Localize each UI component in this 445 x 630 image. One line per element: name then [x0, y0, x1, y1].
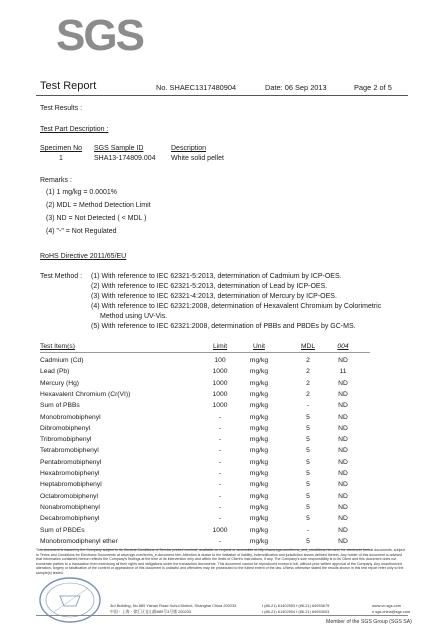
table-row [40, 389, 370, 400]
test-method-line: (3) With reference to IEC 62321-4:2013, determination of Mercury by ICP-OES. [91, 293, 337, 300]
remark-item: (4) "-" = Not Regulated [46, 228, 117, 235]
unit-value: mg/kg [249, 379, 269, 387]
table-row [40, 423, 370, 434]
test-method-label: Test Method : [40, 273, 83, 280]
mdl-value: 5 [306, 537, 310, 545]
table-row [40, 445, 370, 456]
test-item-name: Mercury (Hg) [40, 379, 80, 387]
results-header-row [40, 341, 370, 352]
part-description-label: Test Part Description : [40, 126, 109, 133]
mdl-value: 5 [306, 424, 310, 432]
test-method-line: (5) With reference to IEC 62321:2008, determination of PBBs and PBDEs by GC-MS. [91, 323, 356, 330]
directive-title: RoHS Directive 2011/65/EU [40, 253, 127, 260]
table-row [40, 491, 370, 502]
table-divider [40, 352, 370, 353]
table-row [40, 525, 370, 536]
result-value: ND [338, 447, 348, 455]
remark-item: (3) ND = Not Detected ( < MDL ) [46, 215, 147, 222]
col-limit: Limit [212, 343, 228, 350]
contact-block [372, 603, 410, 615]
limit-value: 1000 [212, 390, 228, 398]
col-mdl: MDL [300, 343, 316, 350]
result-value: ND [338, 424, 348, 432]
result-value: ND [338, 503, 348, 511]
result-value: ND [338, 470, 348, 477]
table-row [40, 513, 370, 524]
result-value: ND [338, 390, 348, 398]
specimen-header: Specimen No [40, 145, 83, 152]
test-item-name: Nonabromobiphenyl [40, 503, 100, 511]
mdl-value: 5 [306, 481, 310, 489]
result-value: ND [338, 436, 348, 444]
mdl-value: 2 [306, 379, 310, 387]
limit-value: 1000 [212, 526, 228, 534]
test-item-name: Sum of PBDEs [40, 526, 85, 534]
limit-value: - [218, 424, 222, 432]
table-row [40, 355, 370, 366]
limit-value: - [218, 537, 222, 545]
mdl-value: 5 [306, 492, 310, 500]
result-value: ND [338, 402, 348, 410]
limit-value: - [218, 413, 222, 421]
remark-item: (2) MDL = Method Detection Limit [46, 202, 151, 209]
unit-value: mg/kg [249, 368, 269, 376]
unit-value: mg/kg [249, 458, 269, 466]
unit-value: mg/kg [249, 436, 269, 444]
email-link[interactable]: e sgs.china@sgs.com [372, 609, 411, 614]
test-item-name: Monobromodiphenyl ether [40, 537, 118, 545]
limit-value: - [218, 492, 222, 500]
limit-value: 1000 [212, 368, 228, 376]
table-row [40, 502, 370, 513]
specimen-no: 1 [59, 155, 63, 162]
col-unit: Unit [253, 343, 265, 350]
mdl-value: 5 [306, 436, 310, 444]
limit-value: 1000 [212, 402, 228, 410]
unit-value: mg/kg [249, 413, 269, 421]
member-text: Member of the SGS Group (SGS SA) [326, 619, 412, 625]
test-item-name: Octabromobiphenyl [40, 492, 98, 500]
table-row [40, 378, 370, 389]
result-value: ND [338, 481, 348, 489]
mdl-value: 2 [306, 390, 310, 398]
unit-value: mg/kg [249, 424, 269, 432]
result-value: ND [338, 357, 348, 364]
address-chinese: 中国・上海・徐汇区宜山路889号3号楼 200233 [110, 609, 192, 614]
limit-value: - [218, 503, 222, 511]
unit-value: mg/kg [249, 537, 269, 545]
remark-item: (1) 1 mg/kg = 0.0001% [46, 189, 118, 196]
unit-value: mg/kg [249, 481, 269, 489]
header-divider [36, 95, 408, 96]
test-item-name: Sum of PBBs [40, 402, 80, 410]
mdl-value: 5 [306, 470, 310, 477]
result-value: 11 [339, 368, 347, 376]
limit-value: - [218, 470, 222, 477]
limit-value: - [218, 458, 222, 466]
limit-value: - [218, 447, 222, 455]
footer-divider [36, 615, 408, 616]
unit-value: mg/kg [249, 402, 269, 410]
test-item-name: Tetrabromobiphenyl [40, 447, 99, 455]
test-item-name: Dibromobiphenyl [40, 424, 91, 432]
mdl-value: 5 [306, 413, 310, 421]
website-link[interactable]: www.cn.sgs.com [372, 603, 401, 608]
mdl-value: 2 [306, 368, 310, 376]
limit-value: 100 [214, 357, 226, 364]
table-row [40, 412, 370, 423]
unit-value: mg/kg [249, 357, 269, 364]
sample-id: SHA13-174809.004 [94, 155, 156, 162]
unit-value: mg/kg [249, 503, 269, 511]
result-value: ND [338, 458, 348, 466]
address-english: 3rd Building, No.889 Yishan Road Xuhui District, Shanghai China 200233 [110, 603, 237, 608]
disclaimer-text: This document is issued by the Company subject to its General Conditions of Service printed overleaf, available on request or accessible at http://www.sgs.com/terms_and_conditions.htm and, for electronic format documents, subject to Terms and Conditions for Electronic Documents at www.sgs.com/terms_e-document.htm. Attention is drawn to the limitation of liability, indemnification and jurisdiction issues defined therein. Any holder of this document is advised that information contained hereon reflects the Company's findings at the time of its intervention only and within the limits of Client's instructions, if any. The Company's sole responsibility is to its Client and this document does not exonerate parties to a transaction from exercising all their rights and obligations under the transaction documents. This document cannot be reproduced except in full, without prior written approval of the Company. Any unauthorized alteration, forgery or falsification of the content or appearance of this document is unlawful and offenders may be prosecuted to the fullest extent of the law. Unless otherwise stated the results shown in this test report refer only to the sample(s) tested. [36, 548, 406, 575]
table-row [40, 536, 370, 547]
report-date: Date: 06 Sep 2013 [265, 83, 327, 92]
unit-value: mg/kg [249, 526, 269, 534]
phone-line-1: t (86-21) 61402553 f (86-21) 64953679 [262, 603, 330, 608]
report-number: No. SHAEC1317480904 [156, 83, 237, 92]
mdl-value: - [306, 526, 310, 534]
test-item-name: Pentabromobiphenyl [40, 458, 102, 466]
unit-value: mg/kg [249, 447, 269, 455]
company-seal-stamp [36, 574, 106, 626]
table-row [40, 366, 370, 377]
sample-id-header: SGS Sample ID [94, 145, 144, 152]
col-test-items: Test Item(s) [40, 343, 75, 350]
limit-value: - [218, 436, 222, 444]
test-item-name: Cadmium (Cd) [40, 357, 84, 364]
mdl-value: 5 [306, 515, 310, 523]
test-item-name: Heptabromobiphenyl [40, 481, 102, 489]
report-title: Test Report [40, 80, 97, 92]
test-method-line: (2) With reference to IEC 62321-5:2013, determination of Lead by ICP-OES. [91, 283, 328, 290]
test-item-name: Hexabromobiphenyl [40, 470, 100, 477]
result-value: ND [338, 492, 348, 500]
unit-value: mg/kg [249, 470, 269, 477]
test-item-name: Decabromobiphenyl [40, 515, 100, 523]
mdl-value: 5 [306, 503, 310, 511]
table-row [40, 479, 370, 490]
phone-line-2: t (86-21) 61402594 f (86-21) 64953003 [262, 609, 330, 614]
test-method-line: (1) With reference to IEC 62321-5:2013, determination of Cadmium by ICP-OES. [91, 273, 342, 280]
svg-text:SGS: SGS [56, 11, 143, 60]
remarks-label: Remarks : [40, 177, 72, 184]
limit-value: 1000 [212, 379, 228, 387]
col-result-004: 004 [337, 343, 349, 350]
address-block [110, 603, 236, 615]
result-value: ND [338, 515, 348, 523]
sgs-logo [54, 4, 143, 62]
test-results-label: Test Results : [40, 105, 83, 112]
page-number: Page 2 of 5 [354, 83, 392, 92]
table-row [40, 400, 370, 411]
description-header: Description [171, 145, 207, 152]
result-value: ND [338, 413, 348, 421]
test-item-name: Monobromobiphenyl [40, 413, 101, 421]
unit-value: mg/kg [249, 492, 269, 500]
limit-value: - [218, 515, 222, 523]
test-item-name: Hexavalent Chromium (Cr(VI)) [40, 390, 131, 398]
result-value: ND [338, 379, 348, 387]
mdl-value: - [306, 402, 310, 410]
table-row [40, 434, 370, 445]
limit-value: - [218, 481, 222, 489]
mdl-value: 2 [306, 357, 310, 364]
test-method-line: (4) With reference to IEC 62321:2008, determination of Hexavalent Chromium by Colorimetric [91, 303, 382, 310]
unit-value: mg/kg [249, 515, 269, 523]
test-method-line: Method using UV-Vis. [100, 313, 168, 320]
table-row [40, 457, 370, 468]
test-item-name: Lead (Pb) [40, 368, 70, 376]
table-row [40, 468, 370, 479]
sample-description: White solid pellet [171, 155, 224, 162]
unit-value: mg/kg [249, 390, 269, 398]
test-item-name: Tribromobiphenyl [40, 436, 92, 444]
phone-block [262, 603, 329, 615]
result-value: ND [338, 537, 348, 545]
result-value: ND [338, 526, 348, 534]
mdl-value: 5 [306, 458, 310, 466]
mdl-value: 5 [306, 447, 310, 455]
